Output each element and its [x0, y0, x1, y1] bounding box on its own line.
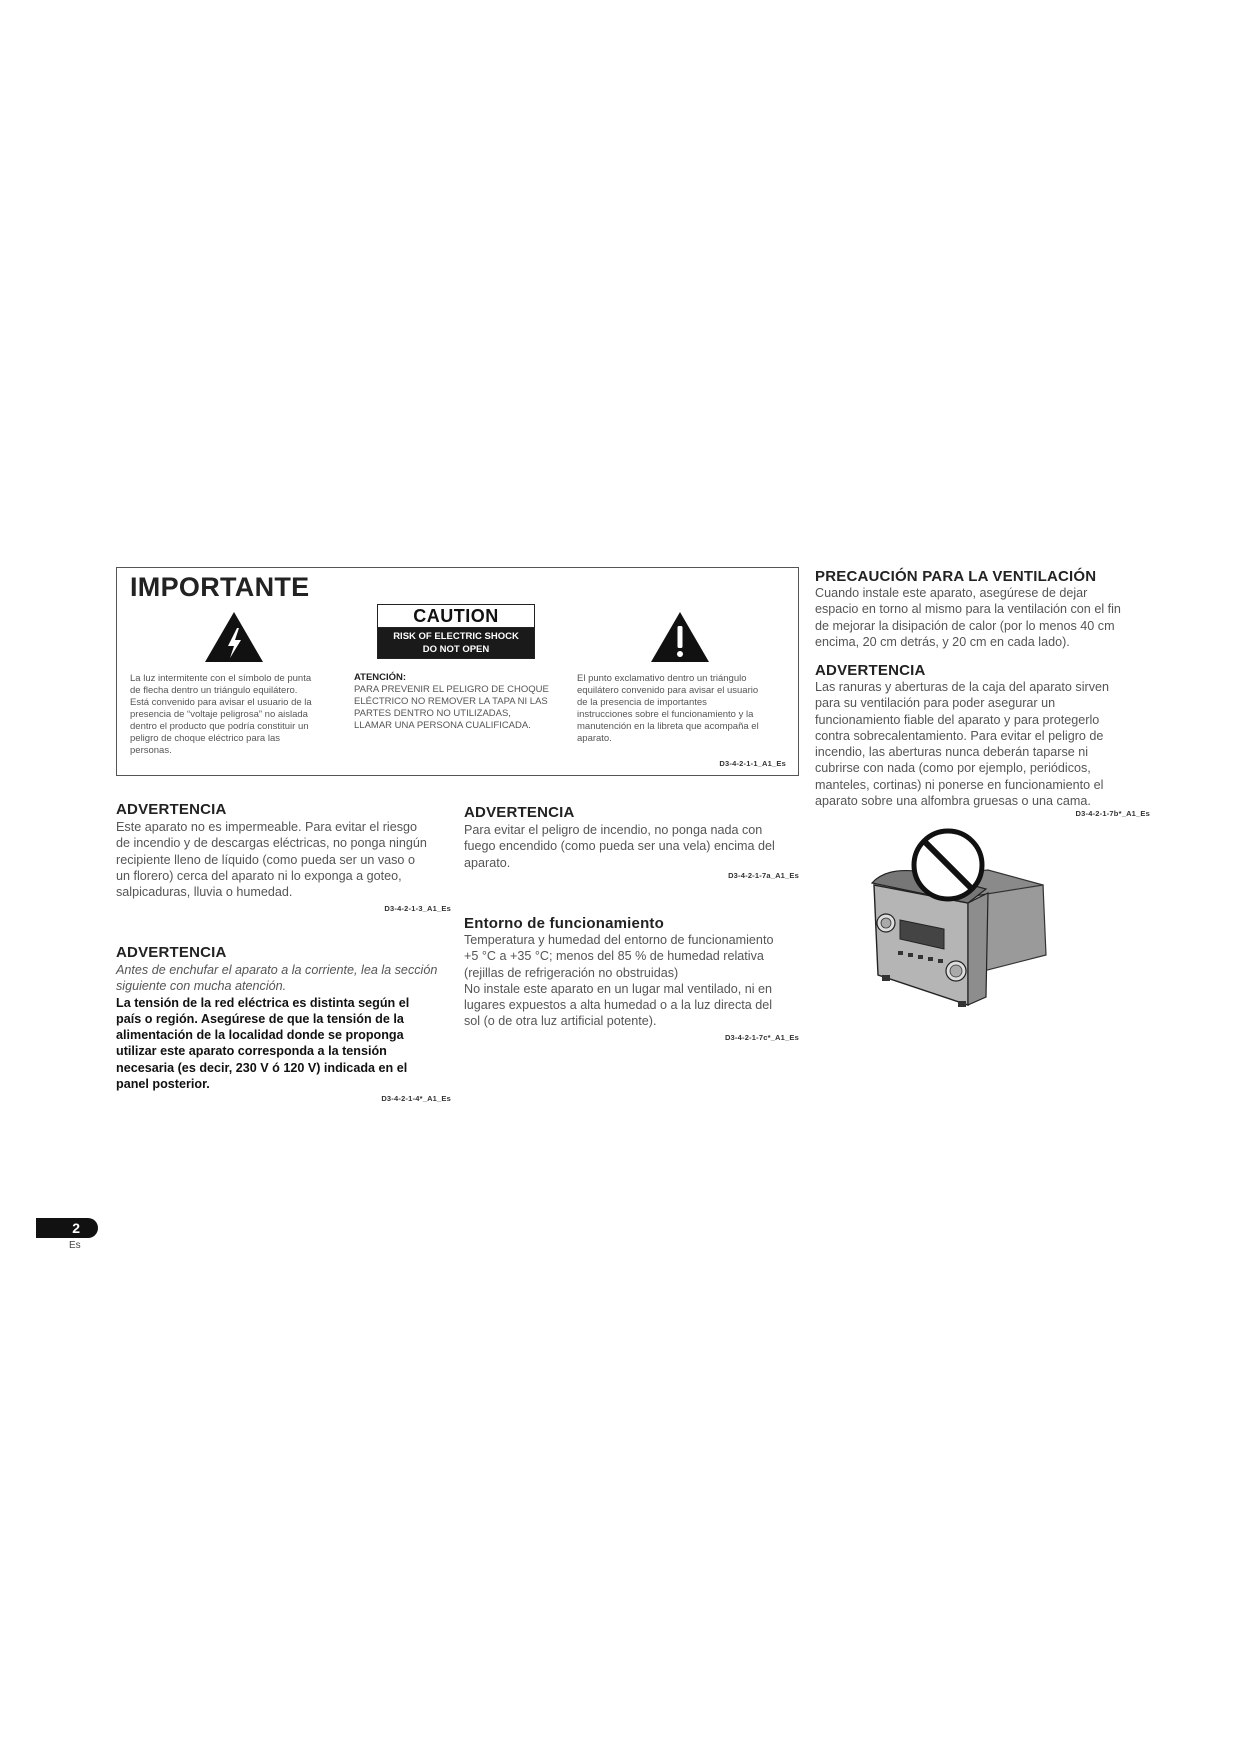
language-label: Es: [69, 1240, 81, 1251]
text-line: manteles, cortinas) ni ponerse en funcionamiento el: [815, 777, 1104, 792]
section-heading: PRECAUCIÓN PARA LA VENTILACIÓN: [815, 568, 1097, 585]
text-line: país o región. Asegúrese de que la tensión de la: [116, 1011, 404, 1026]
text-line: lugares expuestos a alta humedad o a la luz directa del: [464, 998, 773, 1013]
advertencia-agua-section: [116, 801, 451, 913]
caution-title: CAUTION: [378, 605, 534, 628]
text-line: incendio, las aberturas nunca deberán taparse ni: [815, 745, 1089, 760]
section-code: D3-4-2-1-4*_A1_Es: [381, 1094, 451, 1104]
section-heading: ADVERTENCIA: [116, 801, 227, 818]
text-line: manutención en la libreta que acompaña el: [577, 721, 759, 732]
section-body: [464, 932, 799, 1030]
exclamation-warning-icon: [649, 610, 711, 664]
text-line: recipiente lleno de líquido (como pueda ser un vaso o: [116, 852, 415, 867]
section-italic-body: [116, 962, 451, 995]
text-line: utilizar este aparato corresponda a la tensión: [116, 1044, 387, 1059]
page-number: 2: [72, 1220, 80, 1236]
text-line: aparato.: [464, 855, 511, 870]
section-code: D3-4-2-1-7a_A1_Es: [728, 870, 799, 880]
text-line: personas.: [130, 745, 172, 756]
section-body: [464, 822, 799, 871]
text-line: presencia de “voltaje peligrosa” no aislada: [130, 709, 308, 720]
text-line: Este aparato no es impermeable. Para evitar el riesgo: [116, 820, 418, 834]
text-line: panel posterior.: [116, 1077, 210, 1092]
text-line: Antes de enchufar el aparato a la corriente, lea la sección: [116, 963, 438, 977]
text-line: Las ranuras y aberturas de la caja del aparato sirven: [815, 680, 1110, 694]
advertencia-ventilacion-section: [815, 662, 1150, 818]
section-heading: ADVERTENCIA: [116, 944, 227, 961]
text-line: Está convenido para avisar el usuario de la: [130, 697, 312, 708]
text-line: espacio en torno al mismo para la ventilación con el fin: [815, 602, 1121, 617]
text-line: No instale este aparato en un lugar mal ventilado, ni en: [464, 981, 773, 996]
lightning-warning-icon: [203, 610, 265, 664]
section-code: D3-4-2-1-3_A1_Es: [384, 904, 451, 914]
text-line: LLAMAR UNA PERSONA CUALIFICADA.: [354, 720, 531, 731]
text-line: instrucciones sobre el funcionamiento y la: [577, 709, 754, 720]
text-line: de la presencia de importantes: [577, 697, 707, 708]
caution-label: [377, 604, 535, 659]
advertencia-fuego-section: [464, 804, 799, 880]
text-line: necesaria (es decir, 230 V ó 120 V) indicada en el: [116, 1060, 408, 1075]
advertencia-tension-section: [116, 944, 451, 1103]
atencion-description: [354, 672, 569, 732]
text-line: siguiente con mucha atención.: [116, 979, 287, 994]
text-line: Cuando instale este aparato, asegúrese de dejar: [815, 586, 1088, 600]
text-line: alimentación de la localidad donde se proponga: [116, 1028, 404, 1043]
section-bold-body: [116, 995, 451, 1093]
section-body: [815, 679, 1150, 809]
text-line: PARTES DENTRO NO UTILIZADAS,: [354, 708, 511, 719]
text-line: para su ventilación para poder asegurar un: [815, 696, 1056, 711]
atencion-heading: ATENCIÓN:: [354, 672, 407, 683]
text-line: de incendio y de descargas eléctricas, no ponga ningún: [116, 836, 427, 851]
text-line: La tensión de la red eléctrica es distinta según el: [116, 995, 410, 1010]
text-line: de mejorar la disipación de calor (por lo menos 40 cm: [815, 618, 1115, 633]
section-code: D3-4-2-1-7b*_A1_Es: [1075, 809, 1150, 819]
text-line: (rejillas de refrigeración no obstruidas): [464, 965, 679, 980]
section-code: D3-4-2-1-7c*_A1_Es: [724, 1032, 799, 1042]
ventilacion-section: [815, 568, 1150, 650]
text-line: aparato sobre una alfombra gruesas o una cama.: [815, 794, 1091, 809]
section-heading: ADVERTENCIA: [815, 662, 926, 679]
caution-subtitle: [378, 628, 534, 658]
text-line: peligro de choque eléctrico para las: [130, 733, 280, 744]
exclamation-description: [577, 673, 792, 745]
text-line: encima, 20 cm detrás, y 20 cm en cada lado).: [815, 634, 1070, 649]
importante-title: IMPORTANTE: [130, 572, 310, 602]
text-line: salpicaduras, lluvia o humedad.: [116, 885, 293, 900]
text-line: Temperatura y humedad del entorno de funcionamiento: [464, 933, 774, 947]
importante-box: [116, 567, 799, 776]
text-line: funcionamiento fiable del aparato y para protegerlo: [815, 712, 1100, 727]
lightning-description: [130, 673, 340, 757]
text-line: La luz intermitente con el símbolo de punta: [130, 673, 312, 684]
text-line: fuego encendido (como pueda ser una vela) encima del: [464, 839, 775, 854]
caution-line-2: DO NOT OPEN: [422, 644, 490, 655]
text-line: sol (o de otra luz artificial potente).: [464, 1014, 657, 1029]
text-line: dentro el producto que podría constituir un: [130, 721, 309, 732]
section-heading: ADVERTENCIA: [464, 804, 575, 821]
section-heading: Entorno de funcionamiento: [464, 915, 664, 932]
text-line: PARA PREVENIR EL PELIGRO DE CHOQUE: [354, 684, 549, 695]
text-line: +5 °C a +35 °C; menos del 85 % de humedad relativa: [464, 949, 764, 964]
text-line: El punto exclamativo dentro un triángulo: [577, 673, 747, 684]
importante-code: D3-4-2-1-1_A1_Es: [719, 759, 786, 768]
text-line: contra sobrecalentamiento. Para evitar el peligro de: [815, 728, 1104, 743]
covered-receiver-illustration: [868, 825, 1068, 1015]
text-line: equilátero convenido para avisar el usuario: [577, 685, 759, 696]
text-line: cubrirse con nada (como por ejemplo, periódicos,: [815, 761, 1091, 776]
section-body: [815, 585, 1150, 650]
text-line: de flecha dentro un triángulo equilátero.: [130, 685, 298, 696]
text-line: un florero) cerca del aparato ni lo exponga a goteo,: [116, 868, 402, 883]
entorno-section: [464, 915, 799, 1042]
caution-line-1: RISK OF ELECTRIC SHOCK: [393, 631, 519, 642]
text-line: aparato.: [577, 733, 612, 744]
section-body: [116, 819, 451, 900]
text-line: Para evitar el peligro de incendio, no ponga nada con: [464, 823, 763, 837]
text-line: ELÉCTRICO NO REMOVER LA TAPA NI LAS: [354, 696, 548, 707]
